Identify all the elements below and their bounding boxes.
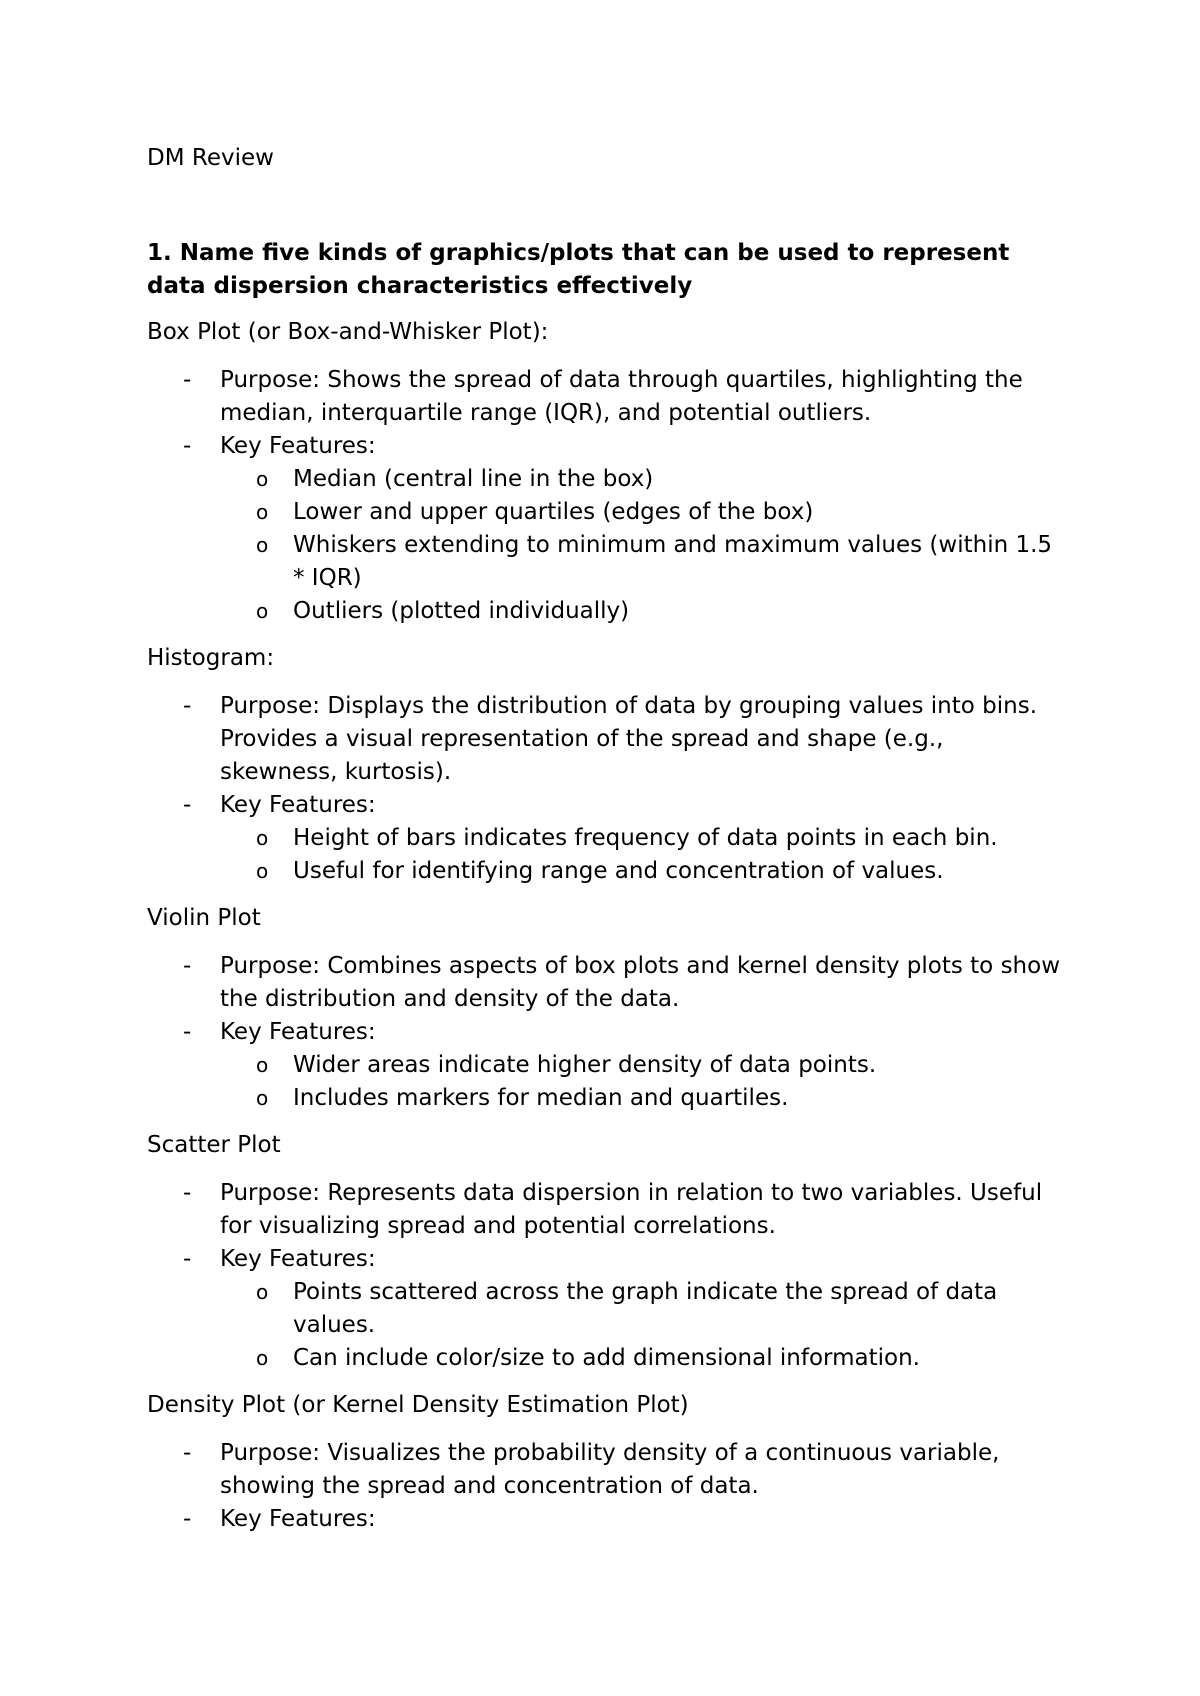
purpose-item-text: Purpose: Represents data dispersion in relation to two variables. Useful for visualizing spread and potential correlations. <box>220 1180 1043 1239</box>
dash-bullet-icon: - <box>183 792 192 818</box>
feature-list <box>220 1276 1067 1375</box>
dash-list <box>147 950 1067 1115</box>
feature-item <box>220 496 1067 529</box>
plot-section <box>147 642 1067 888</box>
feature-item <box>220 1049 1067 1082</box>
plot-section <box>147 1389 1067 1536</box>
feature-text: Points scattered across the graph indicate the spread of data values. <box>293 1279 998 1338</box>
key-features-item-text: Key Features: <box>220 1019 376 1045</box>
dash-bullet-icon: - <box>183 1019 192 1045</box>
dash-list <box>147 364 1067 628</box>
feature-item <box>220 1276 1067 1342</box>
dash-bullet-icon: - <box>183 1246 192 1272</box>
circle-bullet-icon: o <box>256 1053 269 1077</box>
feature-list <box>220 463 1067 628</box>
feature-item <box>220 822 1067 855</box>
plot-sections <box>147 316 1067 1536</box>
dash-bullet-icon: - <box>183 433 192 459</box>
feature-text: Includes markers for median and quartiles. <box>293 1085 789 1111</box>
circle-bullet-icon: o <box>256 859 269 883</box>
feature-list <box>220 1049 1067 1115</box>
key-features-item <box>147 789 1067 888</box>
circle-bullet-icon: o <box>256 1086 269 1110</box>
section-heading: Box Plot (or Box-and-Whisker Plot): <box>147 319 549 345</box>
dash-list <box>147 690 1067 888</box>
circle-bullet-icon: o <box>256 1280 269 1304</box>
purpose-item-text: Purpose: Combines aspects of box plots and kernel density plots to show the distribution and density of the data. <box>220 953 1061 1012</box>
purpose-item <box>147 950 1067 1016</box>
feature-item <box>220 855 1067 888</box>
feature-item <box>220 1342 1067 1375</box>
document-title: DM Review <box>147 145 274 171</box>
key-features-item-text: Key Features: <box>220 433 376 459</box>
plot-section <box>147 316 1067 628</box>
section-heading: Histogram: <box>147 645 275 671</box>
key-features-item-text: Key Features: <box>220 792 376 818</box>
dash-list <box>147 1177 1067 1375</box>
circle-bullet-icon: o <box>256 500 269 524</box>
purpose-item <box>147 1177 1067 1243</box>
feature-list <box>220 822 1067 888</box>
key-features-item <box>147 1016 1067 1115</box>
feature-text: Median (central line in the box) <box>293 466 654 492</box>
feature-text: Useful for identifying range and concentration of values. <box>293 858 944 884</box>
key-features-item-text: Key Features: <box>220 1506 376 1532</box>
purpose-item-text: Purpose: Visualizes the probability density of a continuous variable, showing the spread and concentration of data. <box>220 1440 1000 1499</box>
feature-item <box>220 529 1067 595</box>
key-features-item <box>147 1503 1067 1536</box>
feature-text: Height of bars indicates frequency of data points in each bin. <box>293 825 998 851</box>
purpose-item <box>147 364 1067 430</box>
feature-item <box>220 463 1067 496</box>
feature-text: Outliers (plotted individually) <box>293 598 630 624</box>
feature-text: Whiskers extending to minimum and maximum values (within 1.5 * IQR) <box>293 532 1053 591</box>
dash-bullet-icon: - <box>183 367 192 393</box>
feature-text: Lower and upper quartiles (edges of the box) <box>293 499 814 525</box>
circle-bullet-icon: o <box>256 826 269 850</box>
section-heading: Density Plot (or Kernel Density Estimation Plot) <box>147 1392 689 1418</box>
purpose-item-text: Purpose: Shows the spread of data through quartiles, highlighting the median, interquartile range (IQR), and potential outliers. <box>220 367 1023 426</box>
dash-bullet-icon: - <box>183 953 192 979</box>
key-features-item-text: Key Features: <box>220 1246 376 1272</box>
plot-section <box>147 1129 1067 1375</box>
purpose-item <box>147 690 1067 789</box>
purpose-item <box>147 1437 1067 1503</box>
dash-list <box>147 1437 1067 1536</box>
feature-text: Can include color/size to add dimensional information. <box>293 1345 920 1371</box>
circle-bullet-icon: o <box>256 599 269 623</box>
dash-bullet-icon: - <box>183 1180 192 1206</box>
question-heading: 1. Name five kinds of graphics/plots that can be used to represent data dispersion characteristics effectively <box>147 240 1010 299</box>
dash-bullet-icon: - <box>183 693 192 719</box>
key-features-item <box>147 430 1067 628</box>
section-heading: Violin Plot <box>147 905 261 931</box>
feature-item <box>220 595 1067 628</box>
circle-bullet-icon: o <box>256 1346 269 1370</box>
circle-bullet-icon: o <box>256 533 269 557</box>
purpose-item-text: Purpose: Displays the distribution of data by grouping values into bins. Provides a visual representation of the spread and shape (e.g., skewness, kurtosis). <box>220 693 1038 785</box>
plot-section <box>147 902 1067 1115</box>
circle-bullet-icon: o <box>256 467 269 491</box>
dash-bullet-icon: - <box>183 1440 192 1466</box>
key-features-item <box>147 1243 1067 1375</box>
dash-bullet-icon: - <box>183 1506 192 1532</box>
section-heading: Scatter Plot <box>147 1132 281 1158</box>
feature-text: Wider areas indicate higher density of data points. <box>293 1052 877 1078</box>
feature-item <box>220 1082 1067 1115</box>
document-content <box>147 142 1067 1550</box>
